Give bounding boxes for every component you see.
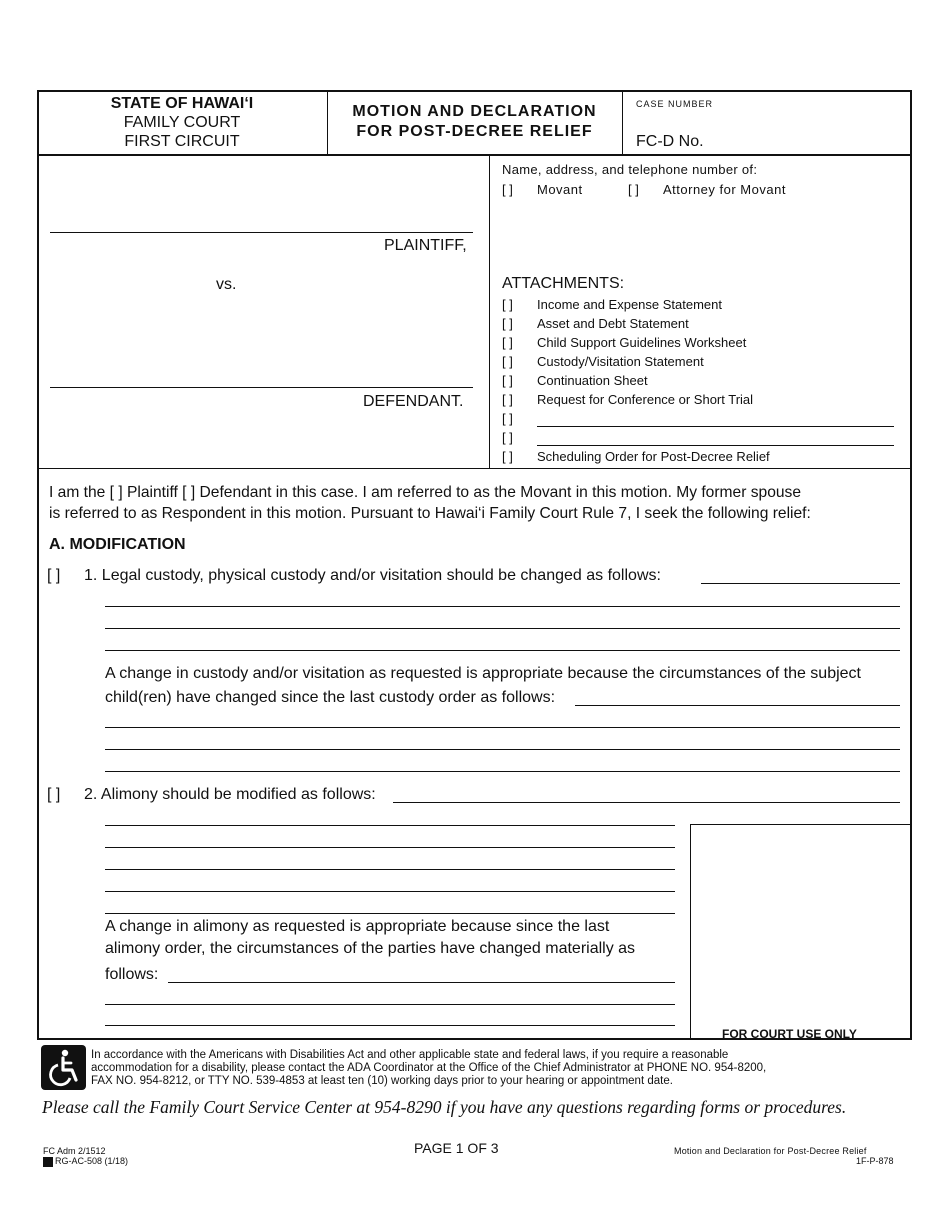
attachment-checkbox[interactable]: [ ] xyxy=(502,316,513,331)
footer-form-number: 1F-P-878 xyxy=(856,1156,894,1166)
item1-text: 1. Legal custody, physical custody and/or visitation should be changed as follows: xyxy=(84,567,661,584)
plaintiff-name-line[interactable] xyxy=(50,232,473,233)
item1-reason-answer-line[interactable] xyxy=(575,705,900,706)
attachment-checkbox[interactable]: [ ] xyxy=(502,411,513,426)
header-divider-1 xyxy=(327,90,328,154)
state-name: STATE OF HAWAI‘I xyxy=(110,95,254,112)
attachment-label: Asset and Debt Statement xyxy=(537,316,689,331)
header-bottom-rule xyxy=(37,154,912,156)
form-code-secondary: RG-AC-508 (1/18) xyxy=(55,1156,129,1166)
item1-checkbox[interactable]: [ ] xyxy=(47,567,61,584)
attachment-blank-line[interactable] xyxy=(537,445,894,446)
item1-answer-line[interactable] xyxy=(701,583,900,584)
item2-checkbox[interactable]: [ ] xyxy=(47,786,61,803)
attachment-checkbox[interactable]: [ ] xyxy=(502,297,513,312)
defendant-name-line[interactable] xyxy=(50,387,473,388)
item2-answer-line[interactable] xyxy=(393,802,900,803)
caption-divider xyxy=(489,156,490,468)
footer-form-title: Motion and Declaration for Post-Decree Relief xyxy=(674,1146,867,1156)
attachment-label: Request for Conference or Short Trial xyxy=(537,392,754,407)
form-title-line2: FOR POST-DECREE RELIEF xyxy=(356,123,593,140)
attachment-label: Child Support Guidelines Worksheet xyxy=(537,335,747,350)
item1-reason-line2: child(ren) have changed since the last custody order as follows: xyxy=(105,689,556,706)
item2-answer-line[interactable] xyxy=(105,869,675,870)
court-use-label: FOR COURT USE ONLY xyxy=(722,1027,857,1041)
attorney-label: Attorney for Movant xyxy=(663,182,786,197)
court-name: FAMILY COURT xyxy=(123,114,241,131)
item1-reason-answer-line[interactable] xyxy=(105,727,900,728)
service-center-note: Please call the Family Court Service Center at 954-8290 if you have any questions regarding forms or procedures. xyxy=(42,1097,847,1117)
small-accessibility-icon xyxy=(43,1157,53,1167)
attachment-checkbox[interactable]: [ ] xyxy=(502,430,513,445)
court-use-box xyxy=(690,824,912,1040)
intro-line-2: is referred to as Respondent in this motion. Pursuant to Hawai‘i Family Court Rule 7, I seek the following relief: xyxy=(49,505,811,522)
form-title-line1: MOTION AND DECLARATION xyxy=(352,103,597,120)
item2-reason-line3: follows: xyxy=(105,966,159,983)
movant-checkbox[interactable]: [ ] xyxy=(502,182,513,197)
item1-answer-line[interactable] xyxy=(105,606,900,607)
caption-bottom-rule xyxy=(37,468,912,469)
item1-answer-line[interactable] xyxy=(105,650,900,651)
plaintiff-label: PLAINTIFF, xyxy=(384,237,467,254)
attachment-label: Scheduling Order for Post-Decree Relief xyxy=(537,449,770,464)
attachment-checkbox[interactable]: [ ] xyxy=(502,335,513,350)
circuit-name: FIRST CIRCUIT xyxy=(124,133,240,150)
item2-text: 2. Alimony should be modified as follows: xyxy=(84,786,376,803)
accessibility-icon xyxy=(41,1045,86,1090)
contact-heading: Name, address, and telephone number of: xyxy=(502,162,758,177)
defendant-label: DEFENDANT. xyxy=(363,393,464,410)
vs-label: vs. xyxy=(216,276,237,293)
item2-reason-answer-line[interactable] xyxy=(168,982,675,983)
attachment-checkbox[interactable]: [ ] xyxy=(502,354,513,369)
attorney-checkbox[interactable]: [ ] xyxy=(628,182,639,197)
page-number: PAGE 1 OF 3 xyxy=(414,1140,499,1156)
intro-line-1: I am the [ ] Plaintiff [ ] Defendant in this case. I am referred to as the Movant in this motion. My former spouse xyxy=(49,484,802,501)
attachments-heading: ATTACHMENTS: xyxy=(502,275,625,292)
header-divider-2 xyxy=(622,90,623,154)
section-a-heading: A. MODIFICATION xyxy=(49,536,186,553)
attachment-blank-line[interactable] xyxy=(537,426,894,427)
form-code: FC Adm 2/1512 xyxy=(43,1146,106,1156)
item2-answer-line[interactable] xyxy=(105,913,675,914)
ada-notice-line1: In accordance with the Americans with Disabilities Act and other applicable state and federal laws, if you require a reasonable xyxy=(91,1049,729,1061)
movant-label: Movant xyxy=(537,182,583,197)
attachment-checkbox[interactable]: [ ] xyxy=(502,449,513,464)
item1-reason-line1: A change in custody and/or visitation as requested is appropriate because the circumstances of the subject xyxy=(105,665,861,682)
item2-answer-line[interactable] xyxy=(105,891,675,892)
item2-reason-answer-line[interactable] xyxy=(105,1004,675,1005)
item1-reason-answer-line[interactable] xyxy=(105,749,900,750)
attachment-label: Custody/Visitation Statement xyxy=(537,354,704,369)
attachment-checkbox[interactable]: [ ] xyxy=(502,373,513,388)
item2-reason-line2: alimony order, the circumstances of the parties have changed materially as xyxy=(105,940,636,957)
item1-answer-line[interactable] xyxy=(105,628,900,629)
attachment-label: Income and Expense Statement xyxy=(537,297,723,312)
case-number-label: CASE NUMBER xyxy=(636,99,714,109)
case-number-field[interactable]: FC-D No. xyxy=(636,133,704,150)
ada-notice-line2: accommodation for a disability, please contact the ADA Coordinator at the Office of the Chief Administrator at PHONE NO. 954-8200, xyxy=(91,1062,767,1074)
item1-reason-answer-line[interactable] xyxy=(105,771,900,772)
item2-reason-line1: A change in alimony as requested is appropriate because since the last xyxy=(105,918,610,935)
item2-reason-answer-line[interactable] xyxy=(105,1025,675,1026)
item2-answer-line[interactable] xyxy=(105,847,675,848)
attachment-label: Continuation Sheet xyxy=(537,373,648,388)
attachment-checkbox[interactable]: [ ] xyxy=(502,392,513,407)
item2-answer-line[interactable] xyxy=(105,825,675,826)
ada-notice-line3: FAX NO. 954-8212, or TTY NO. 539-4853 at least ten (10) working days prior to your hearing or appointment date. xyxy=(91,1075,673,1087)
